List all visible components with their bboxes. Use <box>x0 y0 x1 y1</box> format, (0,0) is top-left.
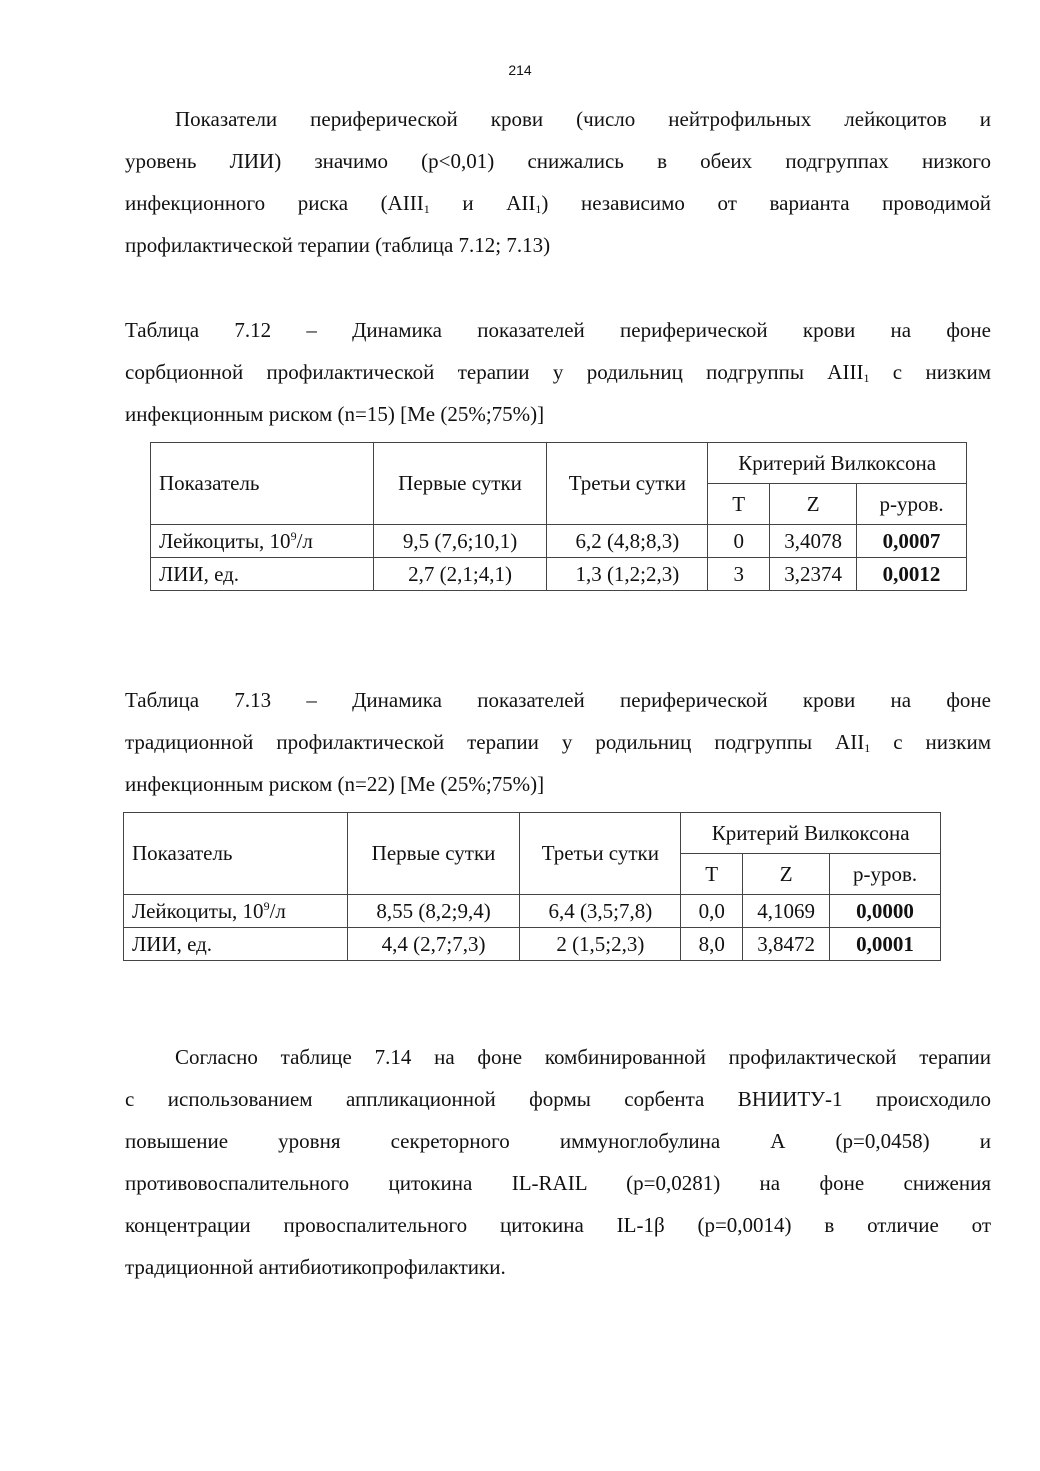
header-t: T <box>708 484 770 525</box>
table2-caption <box>125 679 991 805</box>
page-number: 214 <box>508 62 532 78</box>
conclusion-line: концентрации провоспалительного цитокина IL-1β (р=0,0014) в отличие от <box>125 1213 991 1237</box>
cell-indicator: Лейкоциты, $10^9/л$ <box>124 895 348 928</box>
header-wilcoxon: Критерий Вилкоксона <box>708 443 967 484</box>
table-row <box>151 558 967 591</box>
header-p: р-уров. <box>830 854 941 895</box>
cell-p: 0,0000 <box>830 895 941 928</box>
cell-t: 0 <box>708 525 770 558</box>
intro-line: профилактической терапии (таблица 7.12; 7.13) <box>125 233 551 257</box>
intro-line: уровень ЛИИ) значимо (p<0,01) снижались в обеих подгруппах низкого <box>125 149 991 173</box>
cell-z: 4,1069 <box>743 895 830 928</box>
caption-line: сорбционной профилактической терапии у родильниц подгруппы $AIII_1$ с низким <box>125 360 991 385</box>
cell-day3: 2 (1,5;2,3) <box>520 928 681 961</box>
cell-t: 8,0 <box>681 928 743 961</box>
cell-day3: 6,2 (4,8;8,3) <box>547 525 708 558</box>
cell-indicator: ЛИИ, ед. <box>124 928 348 961</box>
cell-z: 3,2374 <box>770 558 857 591</box>
table1-caption <box>125 309 991 435</box>
header-z: Z <box>743 854 830 895</box>
cell-t: 3 <box>708 558 770 591</box>
caption-line: Таблица 7.13 – Динамика показателей периферической крови на фоне <box>125 688 991 712</box>
cell-indicator: Лейкоциты, $10^9/л$ <box>151 525 374 558</box>
conclusion-paragraph <box>125 1036 991 1288</box>
header-indicator: Показатель <box>151 443 374 525</box>
conclusion-line: с использованием аппликационной формы сорбента ВНИИТУ-1 происходило <box>125 1087 991 1111</box>
cell-day1: 8,55 (8,2;9,4) <box>347 895 520 928</box>
conclusion-line: повышение уровня секреторного иммуноглобулина А (р=0,0458) и <box>125 1129 991 1153</box>
cell-p: 0,0012 <box>857 558 967 591</box>
header-p: р-уров. <box>857 484 967 525</box>
cell-day1: 4,4 (2,7;7,3) <box>347 928 520 961</box>
cell-day3: 6,4 (3,5;7,8) <box>520 895 681 928</box>
conclusion-line: противовоспалительного цитокина IL-RAIL (р=0,0281) на фоне снижения <box>125 1171 991 1195</box>
caption-line: Таблица 7.12 – Динамика показателей периферической крови на фоне <box>125 318 991 342</box>
cell-day1: 9,5 (7,6;10,1) <box>373 525 547 558</box>
header-indicator: Показатель <box>124 813 348 895</box>
caption-line: инфекционным риском (n=15) [Me (25%;75%)] <box>125 402 545 426</box>
intro-line: Показатели периферической крови (число нейтрофильных лейкоцитов и <box>175 107 991 131</box>
cell-t: 0,0 <box>681 895 743 928</box>
caption-line: инфекционным риском (n=22) [Me (25%;75%)] <box>125 772 545 796</box>
caption-line: традиционной профилактической терапии у родильниц подгруппы $AII_1$ с низким <box>125 730 991 755</box>
header-day1: Первые сутки <box>347 813 520 895</box>
header-day3: Третьи сутки <box>547 443 708 525</box>
table-7-12 <box>150 442 967 591</box>
table-7-13 <box>123 812 941 961</box>
table-header-row <box>151 443 967 484</box>
intro-paragraph <box>125 98 991 266</box>
table-row <box>124 928 941 961</box>
cell-indicator: ЛИИ, ед. <box>151 558 374 591</box>
header-wilcoxon: Критерий Вилкоксона <box>681 813 941 854</box>
cell-z: 3,8472 <box>743 928 830 961</box>
conclusion-line: традиционной антибиотикопрофилактики. <box>125 1255 506 1279</box>
table-row <box>124 895 941 928</box>
header-z: Z <box>770 484 857 525</box>
cell-z: 3,4078 <box>770 525 857 558</box>
intro-line: инфекционного риска ($AIII_1$ и $AII_1$) независимо от варианта проводимой <box>125 191 991 216</box>
header-day1: Первые сутки <box>373 443 547 525</box>
table-header-row <box>124 813 941 854</box>
cell-day1: 2,7 (2,1;4,1) <box>373 558 547 591</box>
header-t: T <box>681 854 743 895</box>
conclusion-line: Согласно таблице 7.14 на фоне комбинированной профилактической терапии <box>175 1045 991 1069</box>
header-day3: Третьи сутки <box>520 813 681 895</box>
cell-p: 0,0001 <box>830 928 941 961</box>
cell-p: 0,0007 <box>857 525 967 558</box>
cell-day3: 1,3 (1,2;2,3) <box>547 558 708 591</box>
table-row <box>151 525 967 558</box>
